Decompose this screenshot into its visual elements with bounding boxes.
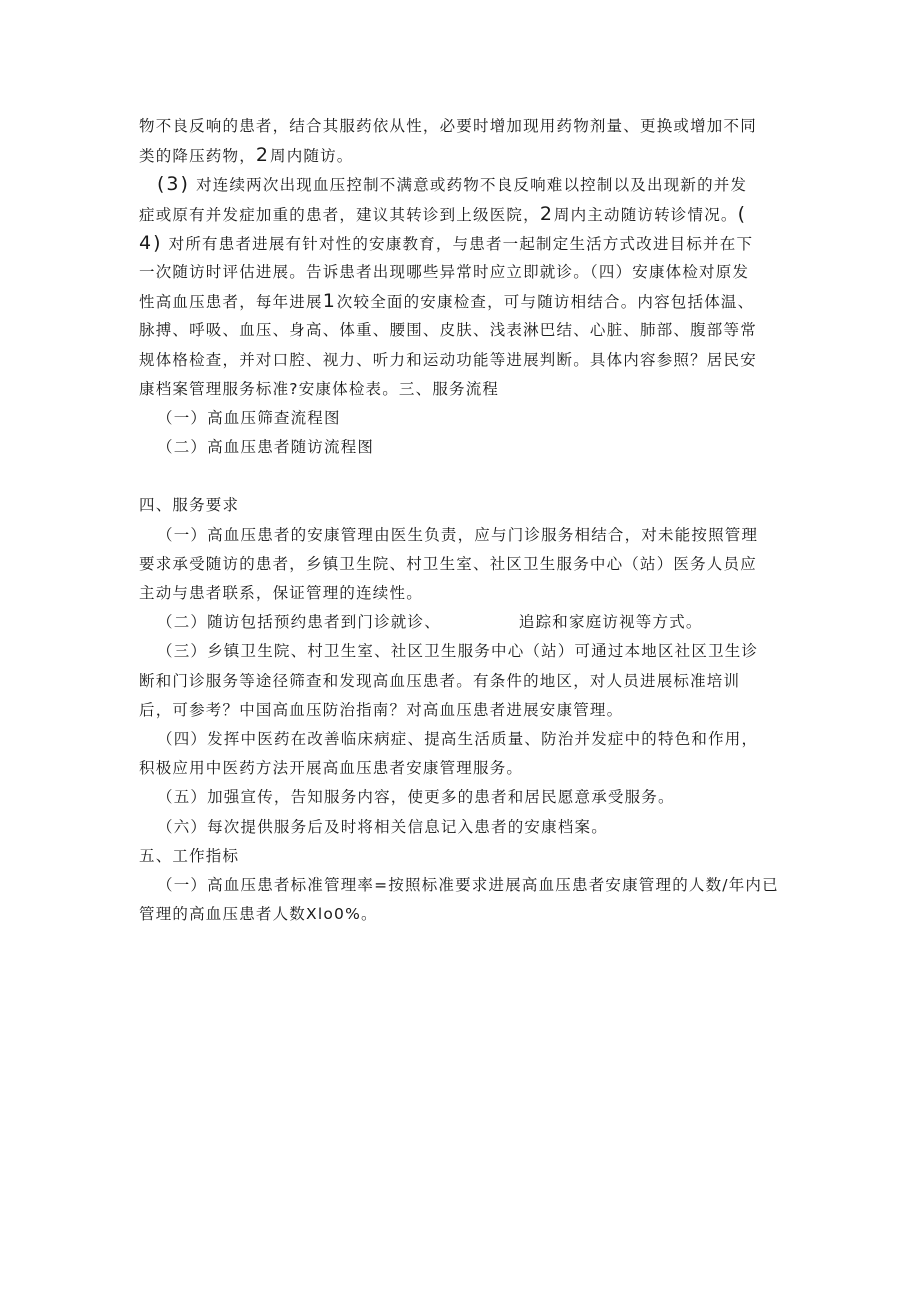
text-line: 性高血压患者，每年进展1次较全面的安康检查，可与随访相结合。内容包括体温、 <box>139 290 755 313</box>
text-line: (3) 对连续两次出现血压控制不满意或药物不良反响难以控制以及出现新的并发 <box>157 173 748 196</box>
text-line: （一）高血压筛查流程图 <box>157 408 341 427</box>
text-line: 积极应用中医药方法开展高血压患者安康管理服务。 <box>139 759 524 778</box>
document-body <box>139 112 779 929</box>
text-line: （六）每次提供服务后及时将相关信息记入患者的安康档案。 <box>157 817 608 836</box>
text-line: （四）发挥中医药在改善临床病症、提高生活质量、防治并发症中的特色和作用， <box>157 729 759 748</box>
text-line: （一）高血压患者的安康管理由医生负责，应与门诊服务相结合，对未能按照管理 <box>157 525 759 544</box>
text-line: 后，可参考？中国高血压防治指南？对高血压患者进展安康管理。 <box>139 700 624 719</box>
text-line: （二）随访包括预约患者到门诊就诊、 追踪和家庭访视等方式。 <box>157 613 703 632</box>
text-line: 规体格检查，并对口腔、视力、听力和运动功能等进展判断。具体内容参照？居民安 <box>139 350 757 369</box>
text-line: 主动与患者联系，保证管理的连续性。 <box>139 584 423 602</box>
text-line: （五）加强宣传，告知服务内容，使更多的患者和居民愿意承受服务。 <box>157 788 675 807</box>
section-heading: 五、工作指标 <box>139 846 240 865</box>
text-line: 一次随访时评估进展。告诉患者出现哪些异常时应立即就诊。（四）安康体检对原发 <box>139 262 750 281</box>
text-line: 断和门诊服务等途径筛查和发现高血压患者。有条件的地区，对人员进展标准培训 <box>139 671 741 690</box>
text-line: 要求承受随访的患者，乡镇卫生院、村卫生室、社区卫生服务中心（站）医务人员应 <box>139 554 757 573</box>
text-line: （三）乡镇卫生院、村卫生室、社区卫生服务中心（站）可通过本地区社区卫生诊 <box>157 642 759 661</box>
text-line: 4) 对所有患者进展有针对性的安康教育，与患者一起制定生活方式改进目标并在下 <box>139 231 754 254</box>
text-line: 类的降压药物，2周内随访。 <box>139 144 354 167</box>
text-line: 物不良反响的患者，结合其服药依从性，必要时增加现用药物剂量、更换或增加不同 <box>139 117 757 135</box>
text-line: （二）高血压患者随访流程图 <box>157 438 375 457</box>
text-line: 管理的高血压患者人数Xlo0%。 <box>139 905 378 924</box>
text-line: 脉搏、呼吸、血压、身高、体重、腰围、皮肤、浅表淋巴结、心脏、肺部、腹部等常 <box>139 321 757 340</box>
text-line: 康档案管理服务标准?安康体检表。三、服务流程 <box>139 379 500 398</box>
blank-line <box>139 462 779 491</box>
text-line: （一）高血压患者标准管理率=按照标准要求进展高血压患者安康管理的人数/年内已 <box>157 875 779 894</box>
section-heading: 四、服务要求 <box>139 496 240 515</box>
text-line: 症或原有并发症加重的患者，建议其转诊到上级医院，2周内主动随访转诊情况。( <box>139 202 748 225</box>
